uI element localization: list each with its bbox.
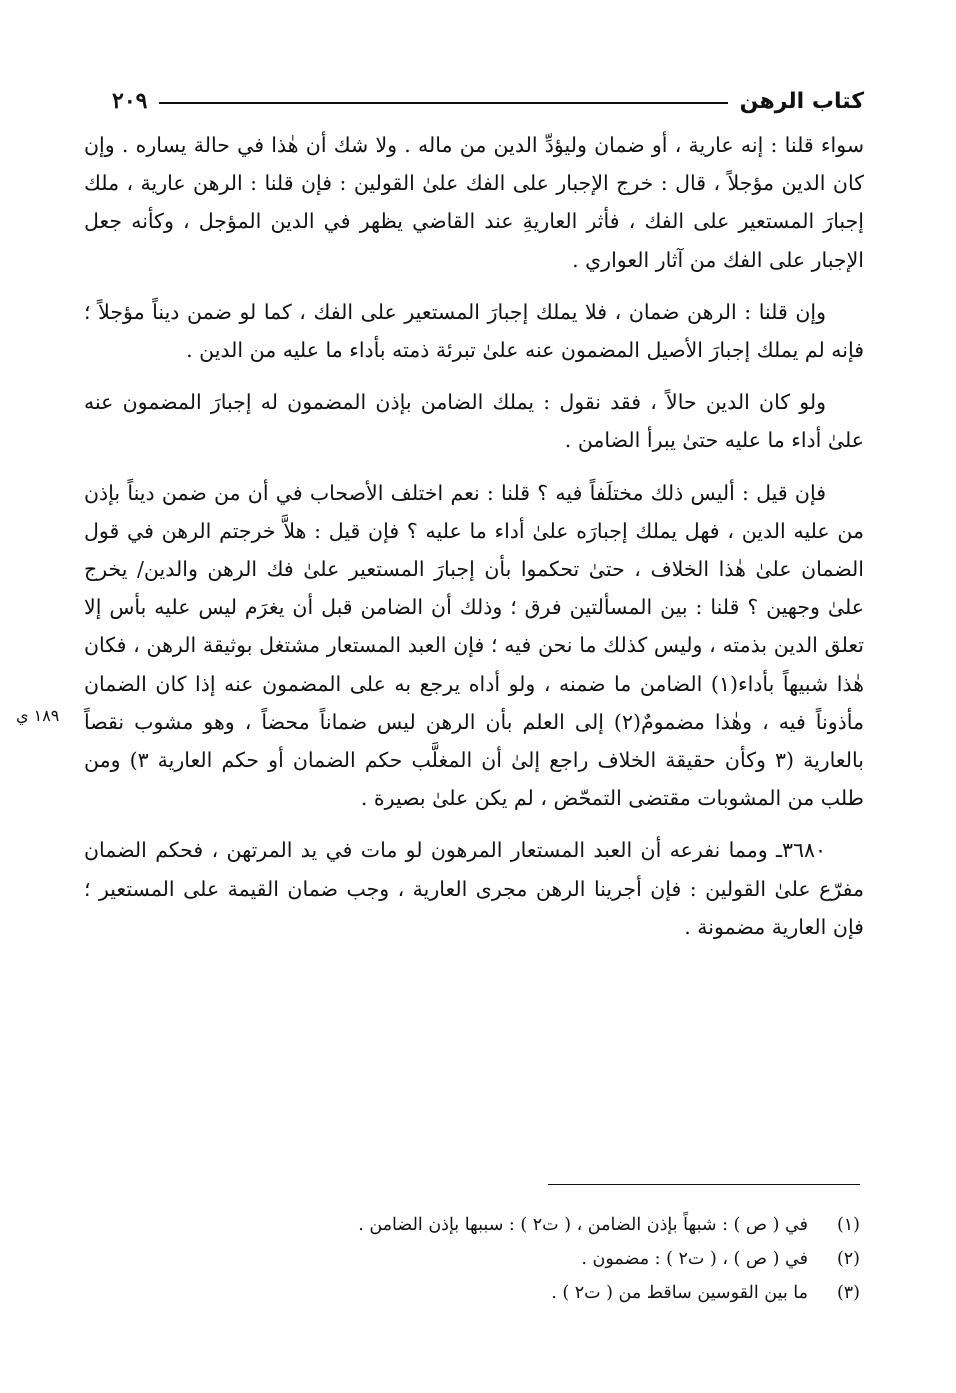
footnote-number: (٢)	[836, 1249, 860, 1269]
main-text	[84, 126, 864, 950]
footnote-number: (١)	[836, 1215, 860, 1235]
paragraph-3: ولو كان الدين حالاً ، فقد نقول : يملك الضامن بإذن المضمون له إجبارَ المضمون عنه علىٰ أداء ما عليه حتىٰ يبرأ الضامن .	[84, 390, 864, 453]
running-head	[112, 84, 864, 118]
paragraph-1: سواء قلنا : إنه عارية ، أو ضمان وليؤدِّ الدين من ماله . ولا شك أن هٰذا في حالة يساره . وإن كان الدين مؤجلاً ، قال : خرج الإجبار على الفك علىٰ القولين : فإن قلنا : الرهن عارية ، ملك إجبارَ المستعير على الفك ، فأثر العاريةِ عند القاضي يظهر في الدين المؤجل ، وكأنه جعل الإجبار على الفك من آثار العواري .	[84, 133, 864, 272]
paragraph-5: ٣٦٨٠ـ ومما نفرعه أن العبد المستعار المرهون لو مات في يد المرتهن ، فحكم الضمان مفرّع علىٰ القولين : فإن أجرينا الرهن مجرى العارية ، وجب ضمان القيمة على المستعير ؛ فإن العارية مضمونة .	[84, 838, 864, 939]
manuscript-folio-note: ١٨٩ ي	[16, 706, 60, 725]
paragraph-4: فإن قيل : أليس ذلك مختلَفاً فيه ؟ قلنا : نعم اختلف الأصحاب في أن من ضمن ديناً بإذن من عليه الدين ، فهل يملك إجبارَه علىٰ أداء ما عليه ؟ فإن قيل : هلاَّ خرجتم الرهن في قول الضمان علىٰ هٰذا الخلاف ، حتىٰ تحكموا بأن إجبارَ المستعير علىٰ فك الرهن والدين/ يخرج علىٰ وجهين ؟ قلنا : بين المسألتين فرق ؛ وذلك أن الضامن قبل أن يغرَم ليس عليه بأس إلا تعلق الدين بذمته ، وليس كذلك ما نحن فيه ؛ فإن العبد المستعار مشتغل بوثيقة الرهن ، فكان هٰذا شبيهاً بأداء(١) الضامن ما ضمنه ، ولو أداه يرجع به على المضمون عنه إذا كان الضمان مأذوناً فيه ، وهٰذا مضمومٌ(٢) إلى العلم بأن الرهن ليس ضماناً محضاً ، وهو مشوب نقصاً بالعارية (٣ وكأن حقيقة الخلاف راجع إلىٰ أن المغلَّب حكم الضمان أو حكم العارية ٣) ومن طلب من المشوبات مقتضى التمحّض ، لم يكن علىٰ بصيرة .	[84, 480, 865, 811]
footnote-3	[200, 1276, 860, 1310]
footnote-text: في ( ص ) ، ( ت٢ ) : مضمون .	[581, 1249, 808, 1269]
header-rule	[159, 102, 727, 104]
footnote-number: (٣)	[836, 1283, 860, 1303]
page-number: ٢٠٩	[112, 88, 148, 114]
footnotes	[200, 1208, 860, 1310]
footnote-rule	[548, 1184, 860, 1185]
footnote-text: ما بين القوسين ساقط من ( ت٢ ) .	[551, 1283, 808, 1303]
paragraph-2: وإن قلنا : الرهن ضمان ، فلا يملك إجبارَ المستعير على الفك ، كما لو ضمن ديناً مؤجلاً ؛ فإنه لم يملك إجبارَ الأصيل المضمون عنه علىٰ تبرئة ذمته بأداء ما عليه من الدين .	[84, 299, 864, 363]
footnote-2	[200, 1242, 860, 1276]
footnote-1	[200, 1208, 860, 1242]
chapter-title: كتاب الرهن	[739, 88, 864, 114]
footnote-text: في ( ص ) : شبهاً بإذن الضامن ، ( ت٢ ) : سببها بإذن الضامن .	[358, 1215, 808, 1235]
